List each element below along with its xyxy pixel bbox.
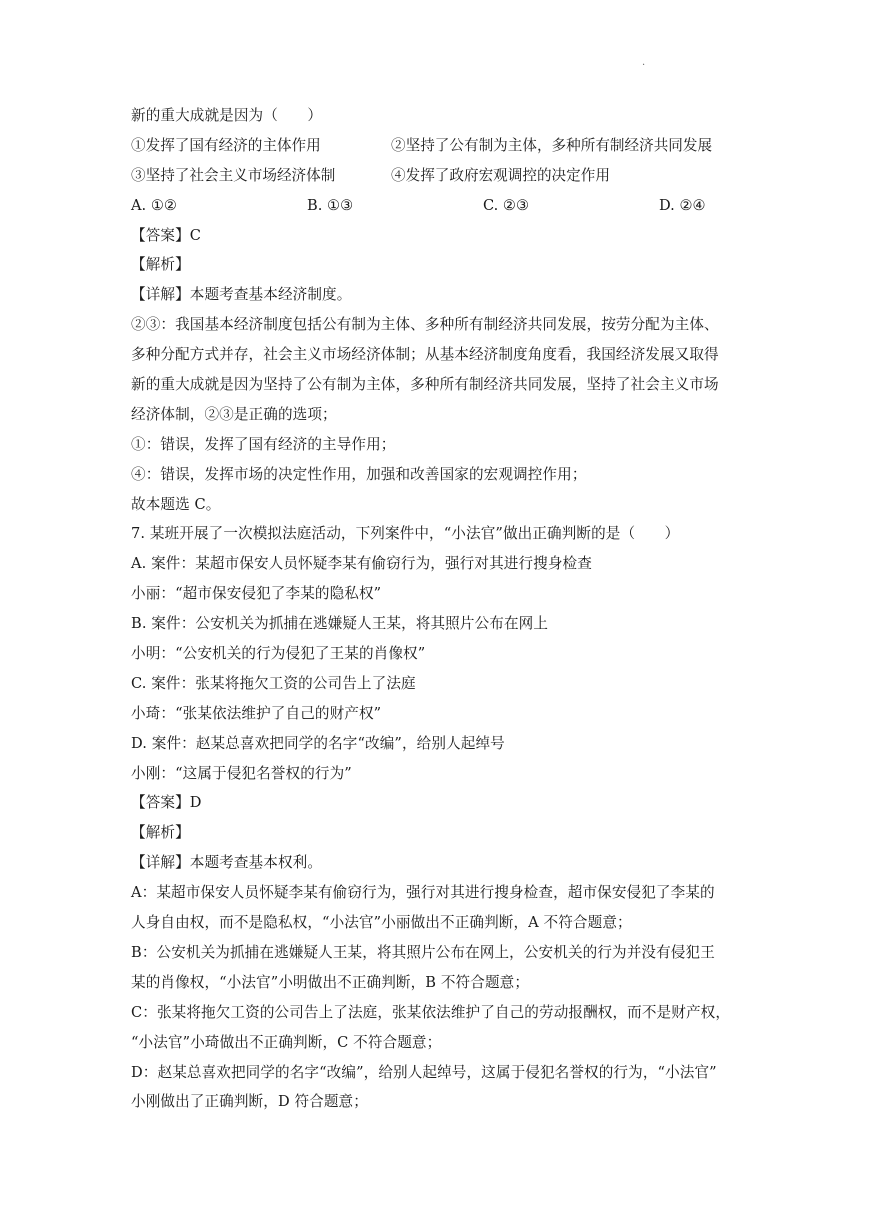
explanation-line: A：某超市保安人员怀疑李某有偷窃行为，强行对其进行搜身检查，超市保安侵犯了李某的 <box>131 884 715 902</box>
option-b-case: B. 案件：公安机关为抓捕在逃嫌疑人王某，将其照片公布在网上 <box>131 615 549 633</box>
answer-label: 【答案】C <box>131 226 202 244</box>
explanation-line: ④：错误，发挥市场的决定性作用，加强和改善国家的宏观调控作用； <box>131 465 587 483</box>
explanation-line: C：张某将拖欠工资的公司告上了法庭，张某依法维护了自己的劳动报酬权，而不是财产权， <box>131 1003 731 1021</box>
option-b-judgment: 小明：“公安机关的行为侵犯了王某的肖像权” <box>131 645 426 663</box>
header-mark: . <box>642 57 646 68</box>
option-c-case: C. 案件：张某将拖欠工资的公司告上了法庭 <box>131 674 416 692</box>
conclusion-line: 故本题选 C。 <box>131 495 221 513</box>
statement-row-1 <box>131 131 771 161</box>
option-d-judgment: 小刚：“这属于侵犯名誉权的行为” <box>131 764 352 782</box>
statement-4: ④发挥了政府宏观调控的决定作用 <box>391 166 610 184</box>
explanation-line: “小法官”小琦做出不正确判断，C 不符合题意； <box>131 1033 442 1051</box>
statement-1: ①发挥了国有经济的主体作用 <box>131 136 321 154</box>
choice-b: B. ①③ <box>307 196 354 214</box>
explanation-line: D：赵某总喜欢把同学的名字“改编”，给别人起绰号，这属于侵犯名誉权的行为，“小法官” <box>131 1063 717 1081</box>
option-a-judgment: 小丽：“超市保安侵犯了李某的隐私权” <box>131 585 382 603</box>
option-c-judgment: 小琦：“张某依法维护了自己的财产权” <box>131 704 382 722</box>
statement-2: ②坚持了公有制为主体，多种所有制经济共同发展 <box>391 136 713 154</box>
choice-row <box>131 191 771 221</box>
choice-d: D. ②④ <box>659 196 706 214</box>
explanation-line: 新的重大成就是因为坚持了公有制为主体，多种所有制经济共同发展，坚持了社会主义市场 <box>131 376 719 394</box>
analysis-label: 【解析】 <box>131 256 190 274</box>
explanation-line: 经济体制，②③是正确的选项； <box>131 405 337 423</box>
choice-a: A. ①② <box>131 196 177 214</box>
analysis-label: 【解析】 <box>131 824 190 842</box>
explanation-line: B：公安机关为抓捕在逃嫌疑人王某，将其照片公布在网上，公安机关的行为并没有侵犯王 <box>131 943 715 961</box>
document-body <box>131 101 771 1117</box>
explanation-line: ②③：我国基本经济制度包括公有制为主体、多种所有制经济共同发展，按劳分配为主体、 <box>131 316 719 334</box>
detail-label: 【详解】本题考查基本权利。 <box>131 854 323 872</box>
detail-label: 【详解】本题考查基本经济制度。 <box>131 286 352 304</box>
explanation-line: 某的肖像权，“小法官”小明做出不正确判断，B 不符合题意； <box>131 973 530 991</box>
choice-c: C. ②③ <box>483 196 530 214</box>
statement-3: ③坚持了社会主义市场经济体制 <box>131 166 336 184</box>
answer-label: 【答案】D <box>131 794 202 812</box>
question-stem-end: 新的重大成就是因为（ ） <box>131 107 323 124</box>
statement-row-2 <box>131 161 771 191</box>
question-7-stem: 7. 某班开展了一次模拟法庭活动，下列案件中，“小法官”做出正确判断的是（ ） <box>131 525 680 543</box>
explanation-line: ①：错误，发挥了国有经济的主导作用； <box>131 435 396 453</box>
explanation-line: 小刚做出了正确判断，D 符合题意； <box>131 1093 368 1111</box>
option-d-case: D. 案件：赵某总喜欢把同学的名字“改编”，给别人起绰号 <box>131 734 505 752</box>
explanation-line: 人身自由权，而不是隐私权，“小法官”小丽做出不正确判断，A 不符合题意； <box>131 914 632 932</box>
option-a-case: A. 案件：某超市保安人员怀疑李某有偷窃行为，强行对其进行搜身检查 <box>131 555 592 573</box>
explanation-line: 多种分配方式并存，社会主义市场经济体制；从基本经济制度角度看，我国经济发展又取得 <box>131 346 719 364</box>
